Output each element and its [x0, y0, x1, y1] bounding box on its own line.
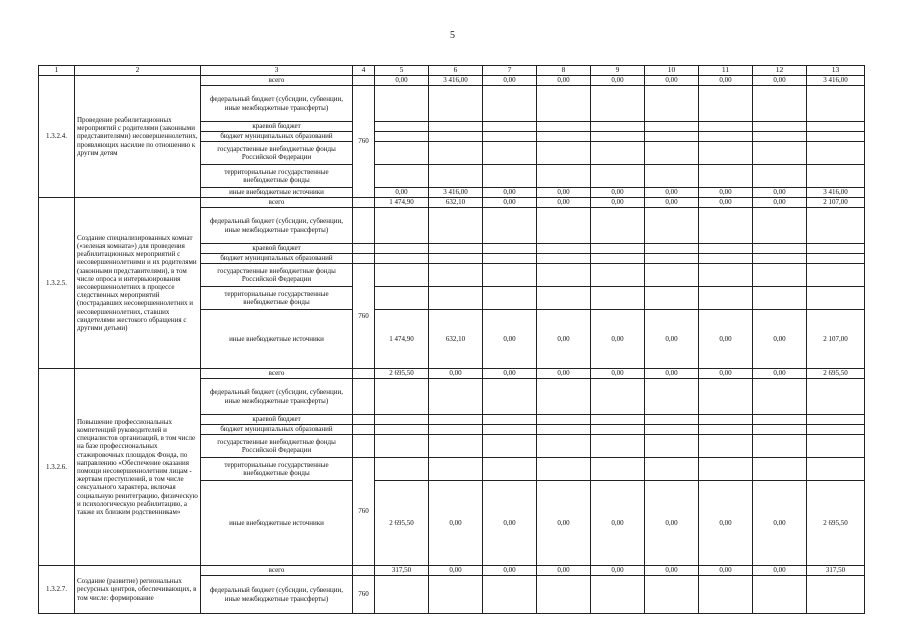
funding-source-territorial-funds: территориальные государственные внебюджетные фонды [201, 458, 353, 481]
value-col-13 [807, 254, 865, 264]
column-header-6: 6 [429, 66, 483, 76]
value-col-6 [429, 264, 483, 287]
value-col-6 [429, 415, 483, 425]
value-col-6: 632,10 [429, 310, 483, 369]
value-col-10: 0,00 [645, 481, 699, 566]
value-col-13 [807, 86, 865, 122]
value-col-12 [753, 415, 807, 425]
value-col-10 [645, 379, 699, 415]
value-col-10: 0,00 [645, 76, 699, 86]
value-col-6 [429, 458, 483, 481]
value-col-8 [537, 254, 591, 264]
value-col-8 [537, 208, 591, 244]
value-col-10 [645, 254, 699, 264]
value-col-7: 0,00 [483, 481, 537, 566]
value-col-9 [591, 425, 645, 435]
table-row [39, 566, 865, 576]
value-col-12 [753, 379, 807, 415]
funding-source-municipal: бюджет муниципальных образований [201, 425, 353, 435]
value-col-7: 0,00 [483, 310, 537, 369]
column-header-12: 12 [753, 66, 807, 76]
value-col-13: 3 416,00 [807, 76, 865, 86]
funding-source-regional: краевой бюджет [201, 244, 353, 254]
row-description: Создание специализированных комнат («зеленая комната») для проведения реабилитационных мероприятий с несовершеннолетними и их родителями (законными представителями), в том числе опроса и интервьюирования несовершеннолетних в процессе следственных мероприятий (пострадавших несовершеннолетних и несовершеннолетних, ставших свидетелями жестокого обращения с другими детьми) [75, 198, 201, 369]
value-col-12 [753, 435, 807, 458]
value-col-6 [429, 254, 483, 264]
value-col-11 [699, 264, 753, 287]
value-col-12: 0,00 [753, 481, 807, 566]
value-col-5 [375, 458, 429, 481]
value-col-13: 317,50 [807, 566, 865, 576]
value-col-13 [807, 415, 865, 425]
value-col-7: 0,00 [483, 198, 537, 208]
value-col-13: 2 695,50 [807, 481, 865, 566]
value-col-11: 0,00 [699, 566, 753, 576]
col4-code: 760 [353, 458, 375, 566]
value-col-6: 0,00 [429, 369, 483, 379]
value-col-7 [483, 264, 537, 287]
value-col-12: 0,00 [753, 188, 807, 198]
value-col-8 [537, 379, 591, 415]
column-header-9: 9 [591, 66, 645, 76]
value-col-9: 0,00 [591, 481, 645, 566]
value-col-9 [591, 208, 645, 244]
column-header-13: 13 [807, 66, 865, 76]
value-col-10 [645, 86, 699, 122]
value-col-12 [753, 264, 807, 287]
value-col-5: 2 695,50 [375, 369, 429, 379]
value-col-11 [699, 425, 753, 435]
value-col-7 [483, 122, 537, 132]
value-col-5 [375, 142, 429, 165]
value-col-7 [483, 142, 537, 165]
value-col-8 [537, 122, 591, 132]
value-col-13 [807, 264, 865, 287]
column-header-11: 11 [699, 66, 753, 76]
value-col-12 [753, 576, 807, 614]
value-col-11: 0,00 [699, 188, 753, 198]
value-col-12: 0,00 [753, 369, 807, 379]
value-col-9 [591, 165, 645, 188]
col4-empty [353, 208, 375, 244]
value-col-12 [753, 425, 807, 435]
value-col-13 [807, 379, 865, 415]
value-col-5: 317,50 [375, 566, 429, 576]
col4-empty [353, 566, 375, 576]
value-col-11 [699, 122, 753, 132]
value-col-7 [483, 425, 537, 435]
value-col-12 [753, 244, 807, 254]
value-col-7 [483, 208, 537, 244]
value-col-11: 0,00 [699, 481, 753, 566]
funding-source-state-funds: государственные внебюджетные фонды Российской Федерации [201, 142, 353, 165]
funding-source-other: иные внебюджетные источники [201, 188, 353, 198]
value-col-6 [429, 122, 483, 132]
value-col-5 [375, 86, 429, 122]
value-col-9 [591, 576, 645, 614]
value-col-8: 0,00 [537, 566, 591, 576]
value-col-13: 2 107,00 [807, 198, 865, 208]
value-col-5 [375, 244, 429, 254]
value-col-6 [429, 244, 483, 254]
header-row [39, 66, 865, 76]
value-col-8 [537, 425, 591, 435]
value-col-8 [537, 415, 591, 425]
value-col-8 [537, 458, 591, 481]
value-col-5 [375, 122, 429, 132]
row-code: 1.3.2.6. [39, 369, 75, 566]
value-col-13 [807, 435, 865, 458]
value-col-13 [807, 142, 865, 165]
value-col-6: 0,00 [429, 566, 483, 576]
col4-empty [353, 435, 375, 458]
value-col-6 [429, 142, 483, 165]
funding-source-federal: федеральный бюджет (субсидии, субвенции, иные межбюджетные трансферты) [201, 576, 353, 614]
value-col-5 [375, 425, 429, 435]
value-col-13 [807, 122, 865, 132]
value-col-11: 0,00 [699, 198, 753, 208]
value-col-8 [537, 142, 591, 165]
value-col-10: 0,00 [645, 198, 699, 208]
value-col-13 [807, 287, 865, 310]
value-col-9 [591, 244, 645, 254]
funding-source-other: иные внебюджетные источники [201, 481, 353, 566]
row-code: 1.3.2.5. [39, 198, 75, 369]
column-header-7: 7 [483, 66, 537, 76]
value-col-11 [699, 458, 753, 481]
value-col-13 [807, 208, 865, 244]
value-col-5 [375, 415, 429, 425]
value-col-5 [375, 264, 429, 287]
value-col-6 [429, 132, 483, 142]
col4-empty [353, 76, 375, 86]
column-header-5: 5 [375, 66, 429, 76]
value-col-12 [753, 254, 807, 264]
value-col-13: 2 695,50 [807, 369, 865, 379]
value-col-10: 0,00 [645, 566, 699, 576]
table-row [39, 198, 865, 208]
value-col-7: 0,00 [483, 188, 537, 198]
value-col-6 [429, 208, 483, 244]
value-col-10 [645, 287, 699, 310]
value-col-12 [753, 122, 807, 132]
value-col-7 [483, 576, 537, 614]
value-col-8: 0,00 [537, 76, 591, 86]
value-col-6 [429, 435, 483, 458]
value-col-7: 0,00 [483, 566, 537, 576]
value-col-9 [591, 142, 645, 165]
value-col-8 [537, 132, 591, 142]
table-row [39, 369, 865, 379]
value-col-10 [645, 142, 699, 165]
value-col-8 [537, 435, 591, 458]
col4-empty [353, 379, 375, 415]
value-col-9 [591, 287, 645, 310]
value-col-6 [429, 287, 483, 310]
value-col-8: 0,00 [537, 198, 591, 208]
value-col-9 [591, 415, 645, 425]
value-col-9: 0,00 [591, 198, 645, 208]
funding-source-total: всего [201, 369, 353, 379]
value-col-13 [807, 244, 865, 254]
row-description: Создание (развитие) региональных ресурсных центров, обеспечивающих, в том числе: формирование [75, 566, 201, 614]
funding-source-other: иные внебюджетные источники [201, 310, 353, 369]
value-col-8: 0,00 [537, 188, 591, 198]
value-col-9 [591, 132, 645, 142]
value-col-12 [753, 142, 807, 165]
column-header-10: 10 [645, 66, 699, 76]
value-col-9 [591, 458, 645, 481]
value-col-13 [807, 165, 865, 188]
value-col-7: 0,00 [483, 76, 537, 86]
table-row [39, 76, 865, 86]
value-col-8 [537, 264, 591, 287]
col4-code: 760 [353, 86, 375, 198]
value-col-6 [429, 379, 483, 415]
value-col-12 [753, 165, 807, 188]
value-col-10 [645, 132, 699, 142]
value-col-10: 0,00 [645, 310, 699, 369]
value-col-13: 2 107,00 [807, 310, 865, 369]
value-col-13 [807, 132, 865, 142]
value-col-7 [483, 254, 537, 264]
value-col-8 [537, 287, 591, 310]
value-col-5: 1 474,90 [375, 310, 429, 369]
value-col-12 [753, 458, 807, 481]
funding-source-federal: федеральный бюджет (субсидии, субвенции, иные межбюджетные трансферты) [201, 86, 353, 122]
value-col-10 [645, 425, 699, 435]
funding-source-federal: федеральный бюджет (субсидии, субвенции, иные межбюджетные трансферты) [201, 208, 353, 244]
value-col-12: 0,00 [753, 566, 807, 576]
value-col-9: 0,00 [591, 566, 645, 576]
funding-source-total: всего [201, 76, 353, 86]
funding-source-total: всего [201, 566, 353, 576]
funding-source-federal: федеральный бюджет (субсидии, субвенции, иные межбюджетные трансферты) [201, 379, 353, 415]
value-col-12: 0,00 [753, 310, 807, 369]
funding-source-total: всего [201, 198, 353, 208]
col4-empty [353, 254, 375, 264]
value-col-7 [483, 132, 537, 142]
value-col-7 [483, 287, 537, 310]
value-col-9 [591, 379, 645, 415]
value-col-12 [753, 132, 807, 142]
value-col-9 [591, 86, 645, 122]
budget-table [38, 65, 865, 614]
value-col-5: 0,00 [375, 76, 429, 86]
value-col-9: 0,00 [591, 369, 645, 379]
value-col-7: 0,00 [483, 369, 537, 379]
value-col-5: 2 695,50 [375, 481, 429, 566]
value-col-10 [645, 208, 699, 244]
value-col-11 [699, 208, 753, 244]
value-col-5 [375, 379, 429, 415]
value-col-11 [699, 86, 753, 122]
value-col-5: 0,00 [375, 188, 429, 198]
value-col-5 [375, 254, 429, 264]
col4-empty [353, 369, 375, 379]
value-col-9: 0,00 [591, 188, 645, 198]
funding-source-territorial-funds: территориальные государственные внебюджетные фонды [201, 287, 353, 310]
value-col-7 [483, 458, 537, 481]
value-col-8: 0,00 [537, 310, 591, 369]
value-col-9: 0,00 [591, 310, 645, 369]
value-col-6: 0,00 [429, 481, 483, 566]
funding-source-municipal: бюджет муниципальных образований [201, 254, 353, 264]
value-col-13 [807, 576, 865, 614]
value-col-11 [699, 254, 753, 264]
value-col-7 [483, 244, 537, 254]
value-col-6 [429, 576, 483, 614]
funding-source-territorial-funds: территориальные государственные внебюджетные фонды [201, 165, 353, 188]
value-col-13: 3 416,00 [807, 188, 865, 198]
col4-code: 760 [353, 264, 375, 369]
value-col-10 [645, 458, 699, 481]
value-col-9: 0,00 [591, 76, 645, 86]
value-col-8: 0,00 [537, 481, 591, 566]
value-col-8: 0,00 [537, 369, 591, 379]
value-col-13 [807, 458, 865, 481]
column-header-1: 1 [39, 66, 75, 76]
value-col-5 [375, 132, 429, 142]
value-col-5 [375, 576, 429, 614]
value-col-11 [699, 435, 753, 458]
value-col-7 [483, 86, 537, 122]
value-col-5 [375, 287, 429, 310]
value-col-9 [591, 122, 645, 132]
value-col-10: 0,00 [645, 369, 699, 379]
value-col-11 [699, 379, 753, 415]
value-col-9 [591, 254, 645, 264]
column-header-2: 2 [75, 66, 201, 76]
value-col-10 [645, 244, 699, 254]
value-col-6: 3 416,00 [429, 188, 483, 198]
funding-source-regional: краевой бюджет [201, 415, 353, 425]
value-col-5 [375, 165, 429, 188]
value-col-13 [807, 425, 865, 435]
value-col-6 [429, 165, 483, 188]
row-code: 1.3.2.7. [39, 566, 75, 614]
value-col-9 [591, 435, 645, 458]
value-col-10 [645, 415, 699, 425]
value-col-6: 3 416,00 [429, 76, 483, 86]
value-col-10 [645, 435, 699, 458]
value-col-11: 0,00 [699, 76, 753, 86]
value-col-7 [483, 415, 537, 425]
value-col-11 [699, 415, 753, 425]
column-header-4: 4 [353, 66, 375, 76]
row-description: Проведение реабилитационных мероприятий с родителями (законными представителями) несовершеннолетних, проявляющих насилие по отношению к другим детям [75, 76, 201, 198]
value-col-5: 1 474,90 [375, 198, 429, 208]
value-col-11 [699, 165, 753, 188]
funding-source-state-funds: государственные внебюджетные фонды Российской Федерации [201, 435, 353, 458]
value-col-9 [591, 264, 645, 287]
funding-source-regional: краевой бюджет [201, 122, 353, 132]
funding-source-state-funds: государственные внебюджетные фонды Российской Федерации [201, 264, 353, 287]
value-col-6 [429, 86, 483, 122]
value-col-7 [483, 165, 537, 188]
value-col-11: 0,00 [699, 369, 753, 379]
value-col-11 [699, 132, 753, 142]
value-col-6: 632,10 [429, 198, 483, 208]
col4-empty [353, 425, 375, 435]
value-col-6 [429, 425, 483, 435]
value-col-12 [753, 208, 807, 244]
funding-source-municipal: бюджет муниципальных образований [201, 132, 353, 142]
value-col-10 [645, 165, 699, 188]
value-col-8 [537, 244, 591, 254]
column-header-3: 3 [201, 66, 353, 76]
col4-code: 760 [353, 576, 375, 614]
value-col-8 [537, 86, 591, 122]
value-col-11 [699, 142, 753, 165]
row-description: Повышение профессиональных компетенций руководителей и специалистов организаций, в том числе на базе профессиональных стажировочных площадок Фонда, по направлению «Обеспечение оказания помощи несовершеннолетним лицам - жертвам преступлений, в том числе сексуального характера, включая социальную реинтеграцию, физическую и психологическую реабилитацию, а также их близким родственникам» [75, 369, 201, 566]
column-header-8: 8 [537, 66, 591, 76]
value-col-7 [483, 435, 537, 458]
value-col-12 [753, 287, 807, 310]
value-col-8 [537, 165, 591, 188]
value-col-11 [699, 576, 753, 614]
value-col-10: 0,00 [645, 188, 699, 198]
value-col-12: 0,00 [753, 198, 807, 208]
value-col-5 [375, 208, 429, 244]
value-col-8 [537, 576, 591, 614]
value-col-5 [375, 435, 429, 458]
value-col-11 [699, 287, 753, 310]
value-col-11 [699, 244, 753, 254]
value-col-10 [645, 576, 699, 614]
value-col-11: 0,00 [699, 310, 753, 369]
col4-empty [353, 198, 375, 208]
col4-empty [353, 415, 375, 425]
page-number: 5 [450, 30, 455, 41]
value-col-10 [645, 122, 699, 132]
value-col-12 [753, 86, 807, 122]
value-col-10 [645, 264, 699, 287]
col4-empty [353, 244, 375, 254]
value-col-7 [483, 379, 537, 415]
row-code: 1.3.2.4. [39, 76, 75, 198]
value-col-12: 0,00 [753, 76, 807, 86]
